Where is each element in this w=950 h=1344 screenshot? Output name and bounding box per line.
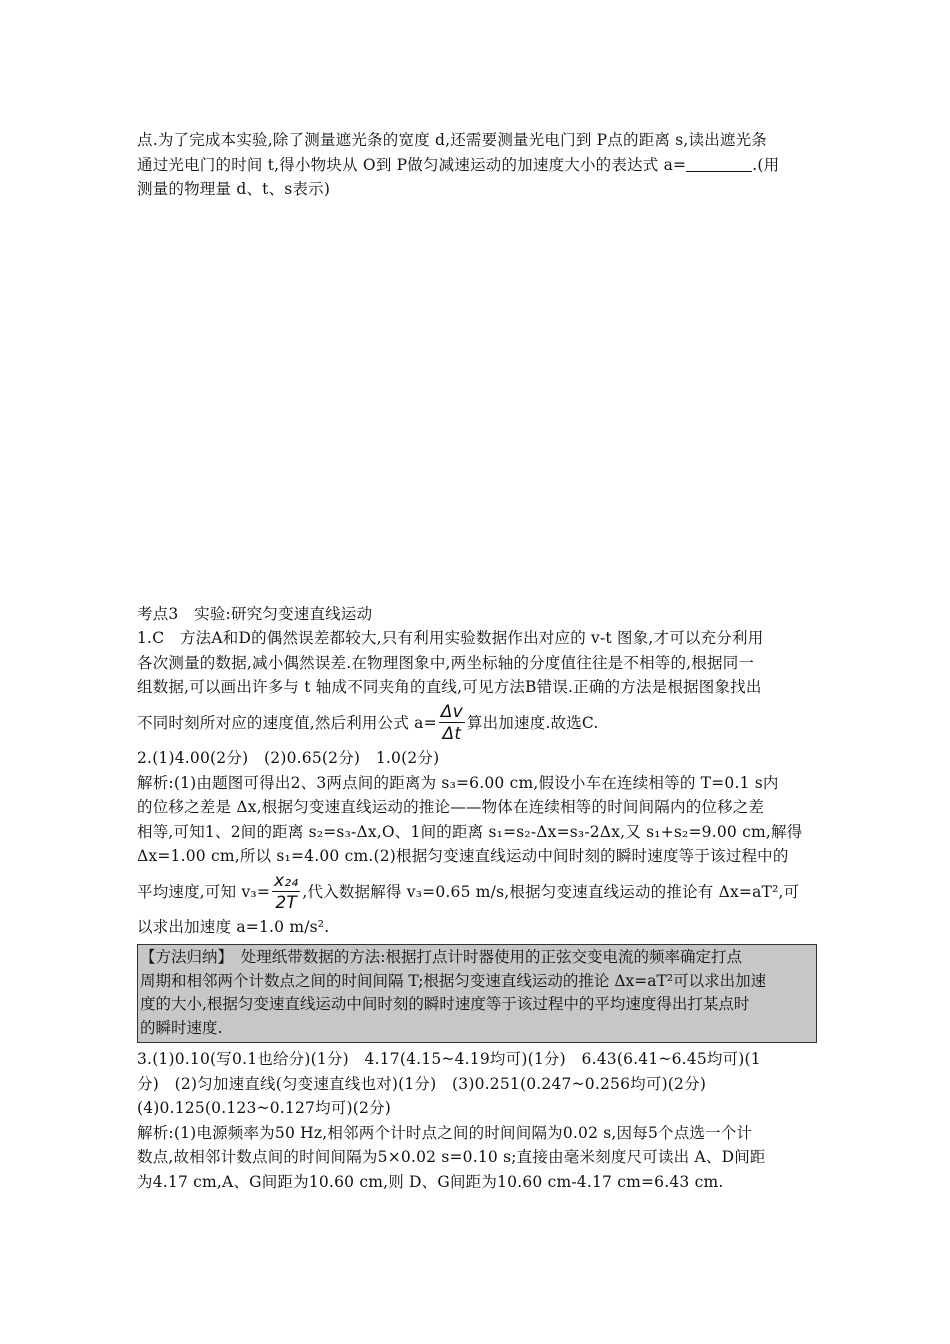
text-line: 的位移之差是 Δx,根据匀变速直线运动的推论——物体在连续相等的时间间隔内的位移之差: [137, 798, 765, 816]
section-heading: [137, 602, 815, 627]
text-line: (4)0.125(0.123~0.127均可)(2分): [137, 1099, 392, 1117]
text-line: 3.(1)0.10(写0.1也给分)(1分) 4.17(4.15~4.19均可)(1分) 6.43(6.41~6.45均可)(1: [137, 1050, 761, 1068]
text-line: Δx=1.00 cm,所以 s₁=4.00 cm.(2)根据匀变速直线运动中间时刻的瞬时速度等于该过程中的: [137, 847, 789, 865]
formula-numerator: x₂₄: [274, 871, 299, 891]
text-line: 相等,可知1、2间的距离 s₂=s₃-Δx,O、1间的距离 s₁=s₂-Δx=s₃-2Δx,又 s₁+s₂=9.00 cm,解得: [137, 822, 803, 841]
text-line: 分) (2)匀加速直线(匀变速直线也对)(1分) (3)0.251(0.247~0.256均可)(2分): [137, 1074, 707, 1093]
text-line: 周期和相邻两个计数点之间的时间间隔 T;根据匀变速直线运动的推论 Δx=aT²可以求出加速: [140, 971, 767, 990]
text-line: 度的大小,根据匀变速直线运动中间时刻的瞬时速度等于该过程中的平均速度得出打某点时: [140, 995, 750, 1013]
text-line: 解析:(1)电源频率为50 Hz,相邻两个计时点之间的时间间隔为0.02 s,因每5个点选一个计: [137, 1123, 753, 1142]
text-line: 数点,故相邻计数点间的时间间隔为5×0.02 s=0.10 s;直接由毫米刻度尺可读出 A、D间距: [137, 1148, 766, 1166]
formula-numerator: Δv: [440, 702, 463, 722]
text-line: 的瞬时速度.: [140, 1018, 223, 1037]
text-line: 点.为了完成本实验,除了测量遮光条的宽度 d,还需要测量光电门到 P点的距离 s,读出遮光条: [137, 131, 767, 149]
text-line: 1.C 方法A和D的偶然误差都较大,只有利用实验数据作出对应的 v-t 图象,才可以充分利用: [137, 629, 764, 647]
acceleration-formula: [439, 702, 465, 745]
section-title: 考点3 实验:研究匀变速直线运动: [137, 605, 373, 623]
text-line: 各次测量的数据,减小偶然误差.在物理图象中,两坐标轴的分度值往往是不相等的,根据同一: [137, 653, 755, 672]
text-line-with-formula: 平均速度,可知 v₃= $\frac{\text{x₂₄}}{2T}$ ,代入数据解得 v₃=0.65 m/s,根据匀变速直线运动的推论有 Δx=aT²,可: [137, 871, 800, 913]
text-line-with-formula: 不同时刻所对应的速度值,然后利用公式 a= $\frac{\Delta v}{\Delta t}$ 算出加速度.故选C.: [137, 702, 599, 744]
text-line: 【方法归纳】 处理纸带数据的方法:根据打点计时器使用的正弦交变电流的频率确定打点: [140, 948, 742, 966]
method-summary-box: [137, 944, 817, 1043]
formula-denominator: 2T: [275, 893, 297, 913]
text-line: 测量的物理量 d、t、s表示): [137, 180, 331, 198]
text-line: 组数据,可以画出许多与 t 轴成不同夹角的直线,可见方法B错误.正确的方法是根据图象找出: [137, 678, 762, 696]
answer-1: [137, 626, 815, 746]
text-line-with-blank: 通过光电门的时间 t,得小物块从 O到 P做匀减速运动的加速度大小的表达式 a= .(用: [137, 155, 780, 174]
answer-blank[interactable]: [686, 157, 752, 172]
text-line: 为4.17 cm,A、G间距为10.60 cm,则 D、G间距为10.60 cm-4.17 cm=6.43 cm.: [137, 1172, 724, 1191]
text-line: 解析:(1)由题图可得出2、3两点间的距离为 s₃=6.00 cm,假设小车在连续相等的 T=0.1 s内: [137, 773, 779, 792]
text-line: 以求出加速度 a=1.0 m/s².: [137, 917, 330, 936]
velocity-formula: [272, 871, 300, 914]
answer-3: [137, 1047, 815, 1194]
answer-2: [137, 746, 815, 939]
answer-line: 2.(1)4.00(2分) (2)0.65(2分) 1.0(2分): [137, 749, 440, 767]
experiment-question-text: [137, 128, 815, 202]
formula-denominator: Δt: [442, 724, 462, 744]
